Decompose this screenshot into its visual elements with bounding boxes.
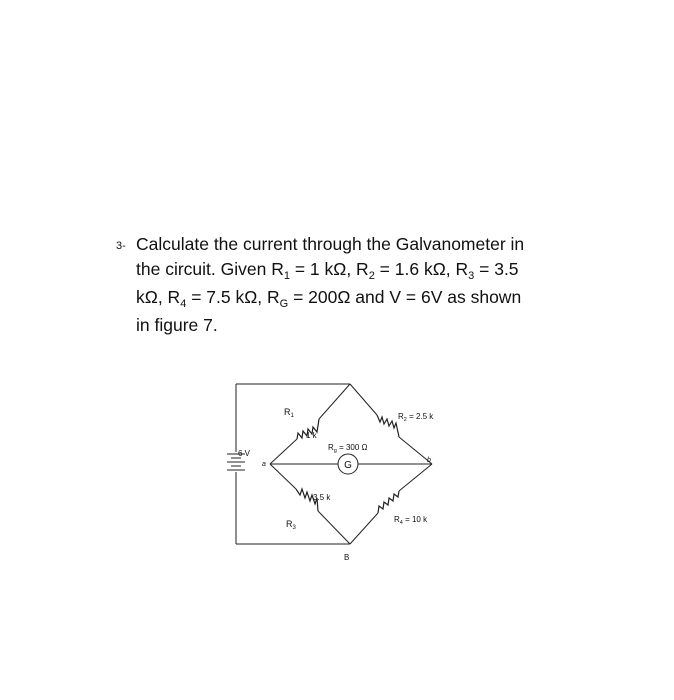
rg-label xyxy=(328,443,368,454)
text-segment: = 1.6 kΩ, R xyxy=(374,259,469,279)
question-text xyxy=(116,232,596,338)
text-segment: = 7.5 kΩ, R xyxy=(186,287,280,307)
r3-subscript: 3 xyxy=(292,525,296,531)
subscript: 1 xyxy=(283,270,290,282)
r2-value: = 2.5 k xyxy=(406,412,434,421)
r3-symbol: R xyxy=(286,519,293,529)
rg-subscript: g xyxy=(333,448,337,454)
text-segment: kΩ, R xyxy=(136,287,181,307)
text-segment: = 200Ω and V = 6V as shown xyxy=(288,287,522,307)
wheatstone-bridge-circuit xyxy=(218,380,458,570)
resistor-r4 xyxy=(378,491,399,513)
galvanometer-label: G xyxy=(344,460,352,471)
wire-top-r2 xyxy=(350,384,377,415)
text-segment: = 1 kΩ, R xyxy=(289,259,369,279)
r1-value: 1 k xyxy=(306,431,317,440)
r1-symbol: R xyxy=(284,407,291,417)
wire-r3-B xyxy=(318,511,350,544)
question-line-1: Calculate the current through the Galvanometer in xyxy=(136,234,525,254)
r3-label xyxy=(286,519,297,531)
question-line-3 xyxy=(136,285,596,313)
r4-symbol: R xyxy=(394,515,400,524)
r2-symbol: R xyxy=(398,412,404,421)
text-segment: = 3.5 xyxy=(474,259,519,279)
subscript: 3 xyxy=(468,270,475,282)
wire-a-r3 xyxy=(270,464,296,489)
r2-subscript: 2 xyxy=(403,417,407,423)
question-number: 3- xyxy=(116,240,126,252)
r4-value: = 10 k xyxy=(402,515,428,524)
wire-r4-b xyxy=(399,464,432,491)
question-body xyxy=(136,232,596,338)
r1-label xyxy=(284,407,295,419)
voltage-label: 6 V xyxy=(238,449,251,458)
r4-subscript: 4 xyxy=(399,520,403,526)
rg-symbol: R xyxy=(328,443,334,452)
node-B-label: B xyxy=(344,553,350,562)
node-b-label: b xyxy=(427,457,431,464)
r1-subscript: 1 xyxy=(290,413,294,419)
wire-a-r1 xyxy=(270,439,297,464)
subscript: G xyxy=(279,298,289,310)
question-line-2 xyxy=(136,257,596,285)
node-a-label: a xyxy=(262,461,266,468)
subscript: 2 xyxy=(368,270,375,282)
r2-label xyxy=(398,412,434,423)
rg-value: = 300 Ω xyxy=(336,443,368,452)
resistor-r2 xyxy=(377,415,399,437)
wire-r1-top xyxy=(319,384,350,419)
r3-value: 3.5 k xyxy=(313,493,331,502)
r4-label xyxy=(394,515,428,526)
subscript: 4 xyxy=(180,298,187,310)
text-segment: the circuit. Given R xyxy=(136,259,284,279)
wire-B-r4 xyxy=(350,513,378,544)
question-line-4: in figure 7. xyxy=(136,315,218,335)
